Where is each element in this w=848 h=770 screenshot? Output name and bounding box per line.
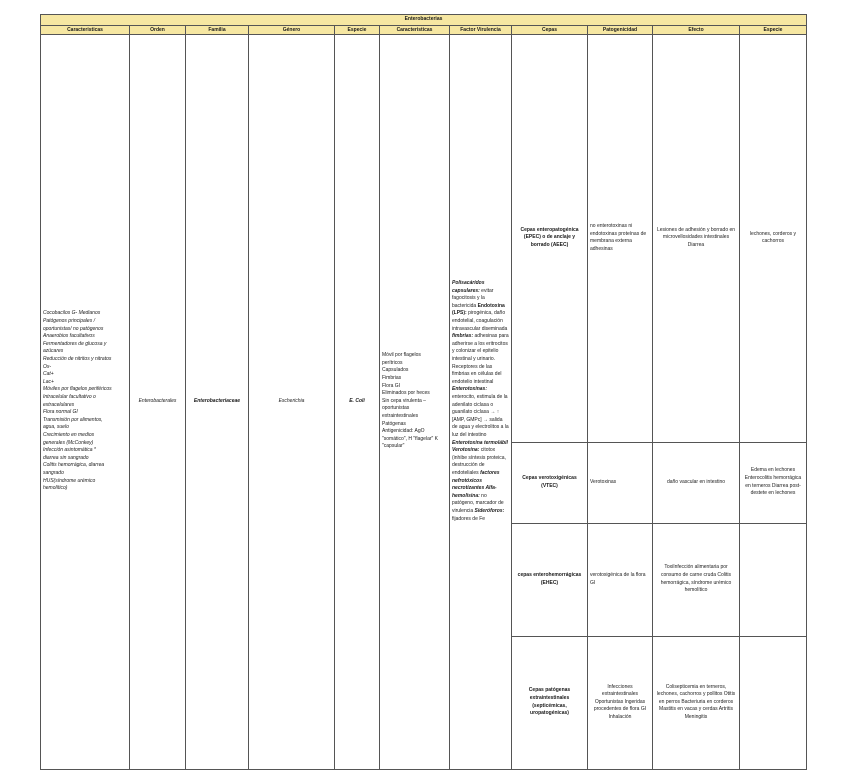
caracteristica-line: Anaerobios facultativos	[43, 333, 95, 340]
efecto-extraintestinal: Colisepticemia en terneros, lechones, cachorros y pollitos Otitis en perros Bacteriuria en corderos Mastitis en vacas y cerdas Artritis Meningitis	[653, 636, 740, 769]
caracteristica-2-line: Sin cepa virulenta –	[382, 397, 426, 404]
patogenicidad-extraintestinal: Infecciones extraintestinales Oportunistas Ingeridas procedentes de flora GI Inhalación	[588, 636, 653, 769]
caracteristica-line: Lac+	[43, 378, 54, 385]
caracteristica-2-line: Antigenicidad: AgO	[382, 428, 425, 435]
caracteristica-line: Ox-	[43, 363, 52, 370]
header-caracteristicas: Caracteristicas	[41, 25, 130, 34]
caracteristica-2-line: Móvil por flagelos	[382, 352, 421, 359]
virulencia-segment: citotox (inhibe síntesis proteica, destrucción de endoteliales	[452, 447, 506, 476]
caracteristica-line: Cocobacilos G- Medianos	[43, 310, 101, 317]
header-especie: Especie	[335, 25, 380, 34]
virulencia-segment: Enterotoxina termolábil	[452, 439, 508, 446]
caracteristica-2-line: Fimbrias	[382, 375, 402, 382]
cepa-extraintestinal: Cepas patógenas extraintestinales (septicémicas, uropatogénicas)	[512, 636, 588, 769]
genero-cell: Escherichia	[249, 34, 335, 769]
efecto-vtec: daño vascular en intestino	[653, 442, 740, 523]
caracteristica-line: hemolítico)	[43, 485, 68, 492]
caracteristica-line: Intracelular facultativo o	[43, 394, 96, 400]
header-patogenicidad: Patogenicidad	[588, 25, 653, 34]
caracteristica-line: Flora normal GI	[43, 409, 78, 416]
especie-vtec: Edema en lechones Enterocolitis hemorrágica en terneros Diarrea post-destete en lechones	[740, 442, 807, 523]
virulencia-segment: Verotoxina:	[452, 447, 480, 454]
caracteristica-line: Cat+	[43, 371, 54, 378]
header-caracteristicas-2: Caracteristicas	[380, 25, 450, 34]
caracteristica-line: Patógenos principales /	[43, 318, 95, 325]
caracteristica-line: agua, suelo	[43, 424, 69, 431]
caracteristica-line: extracelulares	[43, 401, 75, 408]
header-familia: Familia	[186, 25, 249, 34]
caracteristica-2-line: extraintestinales	[382, 412, 419, 419]
virulencia-segment: Alfa-hemolisina:	[452, 485, 497, 499]
caracteristica-line: generales (McConkey)	[43, 439, 94, 446]
caracteristica-2-line: "capsular"	[382, 443, 405, 450]
caracteristica-line: Fermentadores de glucosa y	[43, 340, 107, 347]
especie-extraintestinal	[740, 636, 807, 769]
caracteristica-2-line: perítricos	[382, 359, 403, 366]
caracteristica-2-line: Patógenas	[382, 420, 406, 427]
virulencia-segment: Endotoxina (LPS):	[452, 302, 505, 317]
enterobacterias-table	[40, 14, 807, 770]
caracteristica-line: Infección asintomática *	[43, 447, 96, 454]
virulencia-segment: Sideróforos:	[473, 507, 505, 514]
header-row	[41, 25, 807, 34]
patogenicidad-epec: no enterotoxinas ni endotoxinas proteínas de membrana externa adhesinas	[588, 34, 653, 442]
virulencia-segment: enterocito, estimula de la adenilato ciclasa o guanilato ciclasa → ↑ [AMP, GMPc] → salida de agua y electrolitos a la luz del intestino	[452, 394, 509, 438]
especie-ehec	[740, 523, 807, 636]
caracteristica-line: sangrado	[43, 469, 64, 476]
caracteristica-line: Transmisión por alimentos,	[43, 416, 103, 423]
caracteristica-line: Reducción de nitritos y nitratos	[43, 356, 112, 363]
caracteristica-2-line: oportunistas	[382, 405, 410, 412]
virulencia-segment: evitar fagocitosis y la bactericida	[452, 287, 494, 309]
header-efecto: Efecto	[653, 25, 740, 34]
patogenicidad-vtec: Verotoxinas	[588, 442, 653, 523]
virulencia-segment: fijadores de Fe	[452, 515, 486, 522]
orden-cell: Enterobacterales	[130, 34, 186, 769]
caracteristica-line: azúcares	[43, 348, 64, 355]
virulencia-segment: no patógeno, marcador de virulencia	[452, 492, 504, 514]
especie-cell: E. Coli	[335, 34, 380, 769]
caracteristica-line: Crecimiento en medios	[43, 431, 95, 438]
caracteristica-line: Colitis hemorrágica, diarrea	[43, 462, 105, 469]
familia-cell: Enterobacteriaceae	[186, 34, 249, 769]
header-especie-2: Especie	[740, 25, 807, 34]
caracteristica-line: oportunistas/ no patógenos	[43, 325, 104, 332]
caracteristicas-cell	[41, 34, 130, 769]
header-orden: Orden	[130, 25, 186, 34]
caracteristicas-2-cell	[380, 34, 450, 769]
virulencia-segment: Enterotoxinas:	[452, 386, 488, 393]
header-genero: Género	[249, 25, 335, 34]
cepa-epec: Cepas enteropatogénica (EPEC) o de anclaje y borrado (AEEC)	[512, 34, 588, 442]
cepa-ehec: cepas enterohemorrágicas (EHEC)	[512, 523, 588, 636]
virulencia-segment: adhesinas para adherirse a los eritrocitos y colonizar el epitelio intestinal y urinario. Receptores de las fimbrias en células del endotelio intestinal	[452, 333, 509, 385]
caracteristica-2-line: "somático", H "flagelar" K	[382, 435, 439, 442]
virulencia-segment: Polisacáridos capsulares:	[452, 280, 485, 294]
caracteristica-2-line: Flora GI	[382, 382, 401, 389]
patogenicidad-ehec: verotoxigénica de la flora GI	[588, 523, 653, 636]
efecto-epec: Lesiones de adhesión y borrado en microvellosidades intestinales Diarrea	[653, 34, 740, 442]
caracteristica-2-line: Eliminados por heces	[382, 390, 430, 397]
virulencia-segment: factores nefrotóxicos necrotizantes	[452, 469, 500, 492]
virulencia-segment: pirogénica, daño endotelial, coagulación intravascular diseminada	[452, 310, 508, 332]
efecto-ehec: ToxiInfección alimentaria por consumo de carne cruda Colitis hemorrágica, síndrome urémico hemolítico	[653, 523, 740, 636]
caracteristica-line: diarrea sin sangrado	[43, 454, 89, 461]
table-title: Enterobacterias	[41, 15, 807, 26]
virulencia-segment: fimbrias:	[452, 333, 474, 340]
header-factor-virulencia: Factor Virulencia	[450, 25, 512, 34]
cepa-vtec: Cepas verotoxigénicas (VTEC)	[512, 442, 588, 523]
factor-virulencia-cell	[450, 34, 512, 769]
table-row	[41, 34, 807, 442]
caracteristica-line: Móviles por flagelos periféricos	[43, 386, 112, 393]
caracteristica-2-line: Capsulados	[382, 367, 409, 374]
header-cepas: Cepas	[512, 25, 588, 34]
caracteristica-line: HUS(síndrome urémico	[43, 477, 96, 484]
especie-epec: lechones, corderos y cachorros	[740, 34, 807, 442]
